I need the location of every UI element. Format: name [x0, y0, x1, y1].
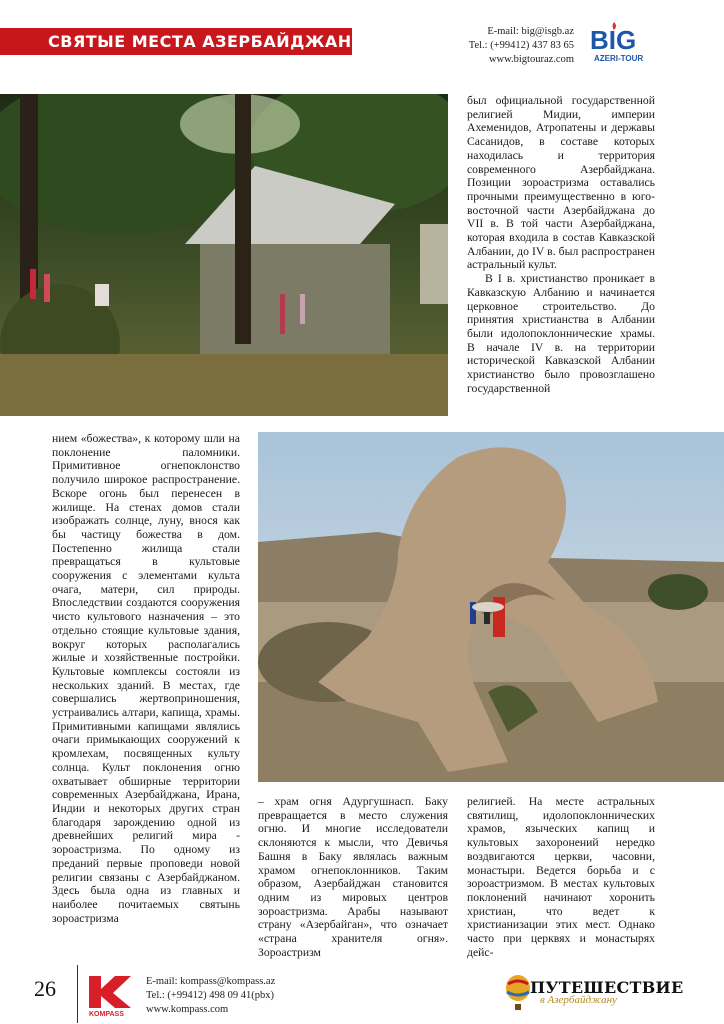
header-email[interactable]: E-mail: big@isgb.az	[487, 26, 574, 37]
travel-title: ПУТЕШЕСТВИЕ	[530, 978, 684, 997]
right-top-column	[467, 94, 655, 395]
header-tel: Tel.: (+99412) 437 83 65	[468, 40, 574, 51]
forest-shrine-photo	[0, 94, 448, 416]
big-logo-text: BIG	[590, 25, 637, 55]
big-logo-sub: AZERI-TOUR	[594, 54, 644, 63]
section-title: СВЯТЫЕ МЕСТА АЗЕРБАЙДЖАНА	[48, 32, 365, 51]
left-column	[52, 432, 240, 925]
footer-email[interactable]: E-mail: kompass@kompass.az	[146, 976, 276, 987]
kompass-logo	[85, 974, 137, 1018]
footer-contact	[146, 975, 275, 1017]
big-logo	[588, 20, 648, 64]
footer-web[interactable]: www.kompass.com	[146, 1004, 229, 1015]
travel-magazine-logo	[504, 974, 684, 1014]
travel-subtitle: в Азербайджану	[540, 994, 617, 1006]
section-banner	[0, 28, 365, 55]
paragraph: религией. На месте астральных святилищ, идолопоклоннических храмов, языческих капищ и культовых захоронений нередко воздвигаются церкви, часовни, монастыри. Ведется борьба и с зороастризмом. В местах культовых поклонений начинают хоронить христиан, что ведет к христианизации этих мест. Однако часто при церквях и монастырях дейс-	[467, 795, 655, 959]
footer-divider	[77, 965, 78, 1023]
paragraph: был официальной государственной религией Мидии, империи Ахеменидов, Атропатены и державы Сасанидов, в составе которых находилась и территория современного Азербайджана. Позиции зороастризма оставались прочными преимущественно в юго-восточной части Азербайджана до VII в. В той части Азербайджана, которая входила в состав Кавказской Албании, до IV в. был распространен астральный культ.	[467, 94, 655, 272]
footer-tel: Tel.: (+99412) 498 09 41(pbx)	[146, 990, 274, 1001]
paragraph: – храм огня Адургушнасп. Баку превращается в место служения огню. И многие исследователи склоняются к мысли, что Девичья Башня в Баку являлась важным храмом огнепоклонников. Таким образом, Азербайджан становится одним из мировых центров зороастризма. Арабы называют страну «Азербайган», что означает «страна хранителя огня». Зороастризм	[258, 795, 448, 959]
paragraph: В I в. христианство проникает в Кавказскую Албанию и начинается церковное строительство. До принятия христианства в Албании были идолопоклоннические храмы. В начале IV в. на территории исторической Кавказской Албании христианство было провозглашено государственной	[467, 272, 655, 395]
header-web[interactable]: www.bigtouraz.com	[488, 54, 574, 65]
page-number: 26	[34, 976, 56, 1001]
header-contact	[469, 25, 574, 67]
rock-arch-photo	[258, 432, 724, 782]
right-bottom-column	[467, 795, 655, 959]
kompass-brand: KOMPASS	[89, 1011, 124, 1018]
middle-column	[258, 795, 448, 959]
paragraph: нием «божества», к которому шли на поклонение паломники. Примитивное огнепоклонство получило широкое распространение. Вскоре огонь был перенесен в жилище. На стенах домов стали изображать солнце, луну, внося как бы частицу божества в дом. Постепенно жилища стали превращаться в культовые сооружения с элементами культа очага, матери, сил природы. Впоследствии создаются сооружения чисто культового назначения – это отдельно стоящие культовые здания, вокруг которых располагались жилые и хозяйственные постройки. Культовые комплексы состояли из нескольких зданий. В местах, где совершались жертвоприношения, устраивались алтари, капища, храмы. Примитивными капищами являлись очаги примыкающих сооружений к кромлехам, посвященных культу солнца. Культ поклонения огню охватывает обширные территории современных Азербайджана, Ирана, Индии и некоторых других стран благодаря зарождению одной из древнейших религий мира - зороастризма. По одному из преданий первые проповеди новой религии связаны с Азербайджаном. Здесь была одна из главных и наиболее почитаемых святынь зороастризма	[52, 432, 240, 925]
